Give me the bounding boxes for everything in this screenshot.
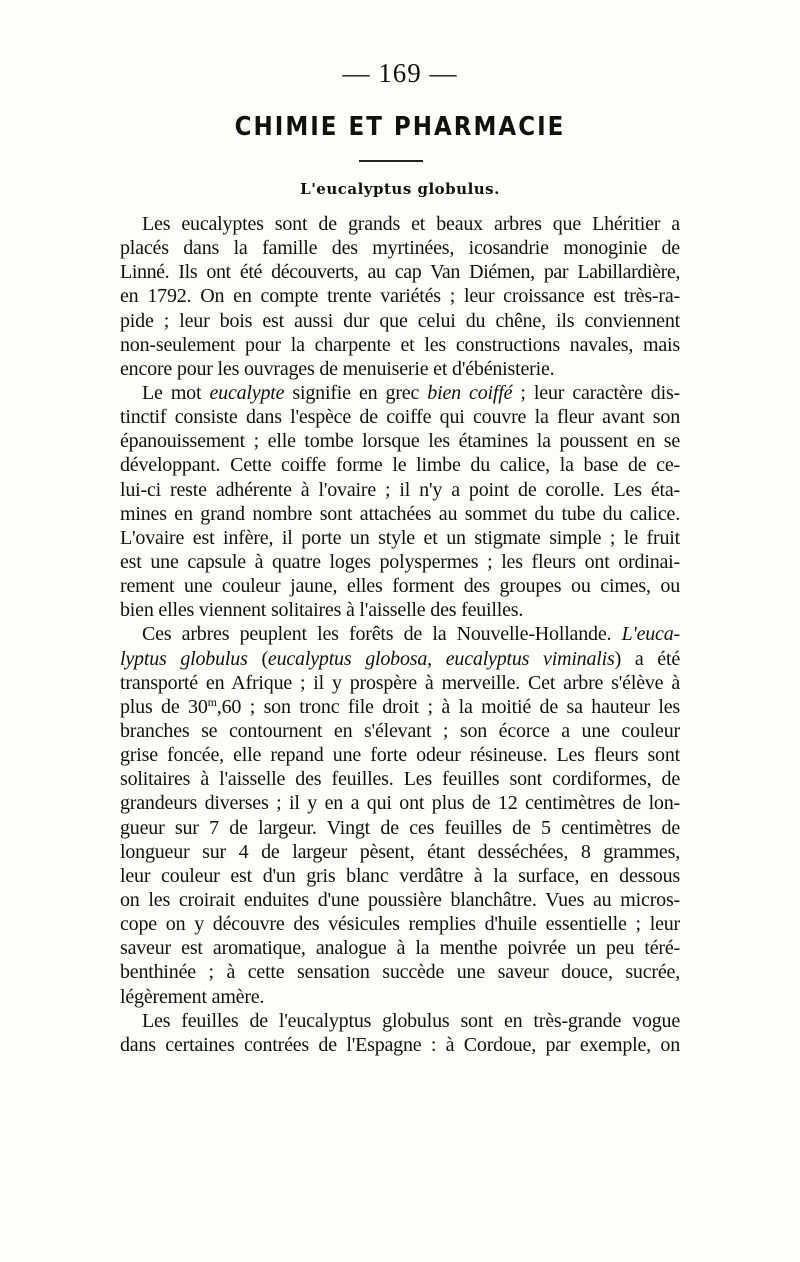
title-divider: [359, 160, 423, 162]
text-line: mines en grand nombre sont attachées au sommet du tube du calice.: [120, 502, 680, 525]
text-line: dans certaines contrées de l'Espagne : à Cordoue, par exemple, on: [120, 1033, 680, 1056]
text-line: pide ; leur bois est aussi dur que celui du chêne, ils conviennent: [120, 309, 680, 332]
text-line: Les feuilles de l'eucalyptus globulus sont en très-grande vogue: [142, 1009, 680, 1032]
italic-term: L'euca-: [621, 623, 680, 646]
page-number: — 169 —: [342, 58, 458, 88]
text-line: leur couleur est d'un gris blanc verdâtre à la surface, en dessous: [120, 864, 680, 887]
italic-term: eucalypte: [209, 381, 285, 404]
text-line: lui-ci reste adhérente à l'ovaire ; il n'y a point de corolle. Les éta-: [120, 478, 680, 501]
text-line: développant. Cette coiffe forme le limbe du calice, la base de ce-: [120, 454, 680, 477]
text-line: L'ovaire est infère, il porte un style et un stigmate simple ; le fruit: [120, 526, 680, 549]
text-line: branches se contournent en s'élevant ; son écorce a une couleur: [120, 719, 680, 742]
text-line: est une capsule à quatre loges polyspermes ; les fleurs ont ordinai-: [120, 550, 680, 573]
text-line: plus de 30$^m$,60 ; son tronc file droit ; à la moitié de sa hauteur les: [120, 694, 681, 718]
text-line: Le mot eucalypte signifie en grec bien coiffé ; leur caractère dis-: [142, 381, 680, 404]
text-line: longueur sur 4 de largeur pèsent, étant desséchées, 8 grammes,: [120, 840, 680, 863]
text-line: cope on y découvre des vésicules remplies d'huile essentielle ; leur: [120, 913, 680, 936]
text-line: benthinée ; à cette sensation succède une saveur douce, sucrée,: [120, 961, 680, 984]
italic-term: bien coiffé: [427, 381, 513, 404]
text-line: rement une couleur jaune, elles forment des groupes ou cimes, ou: [120, 575, 680, 598]
text-line: non-seulement pour la charpente et les constructions navales, mais: [120, 333, 680, 356]
italic-term: eucalyptus globosa, eucalyptus viminalis: [267, 647, 615, 670]
article-title: L'eucalyptus globulus.: [300, 180, 500, 198]
text-line: solitaires à l'aisselle des feuilles. Les feuilles sont cordiformes, de: [120, 768, 680, 791]
text-line: saveur est aromatique, analogue à la menthe poivrée un peu téré-: [120, 937, 680, 960]
text-line: Les eucalyptes sont de grands et beaux arbres que Lhéritier a: [142, 213, 680, 235]
text-line: on les croirait enduites d'une poussière blanchâtre. Vues au micros-: [120, 888, 680, 911]
text-line: tinctif consiste dans l'espèce de coiffe qui couvre la fleur avant son: [120, 406, 680, 429]
section-title: CHIMIE ET PHARMACIE: [234, 112, 566, 142]
text-line: Linné. Ils ont été découverts, au cap Van Diémen, par Labillardière,: [120, 261, 680, 284]
unit-superscript: m: [207, 694, 217, 709]
text-line: gueur sur 7 de largeur. Vingt de ces feuilles de 5 centimètres de: [120, 816, 680, 839]
text-line: lyptus globulus (eucalyptus globosa, eucalyptus viminalis) a été: [120, 647, 680, 670]
text-line: en 1792. On en compte trente variétés ; leur croissance est très-ra-: [120, 285, 680, 308]
text-line: légèrement amère.: [120, 985, 265, 1008]
text-line: grandeurs diverses ; il y en a qui ont plus de 12 centimètres de lon-: [120, 792, 680, 815]
italic-term: lyptus globulus: [120, 647, 248, 670]
text-line: grise foncée, elle repand une forte odeur résineuse. Les fleurs sont: [120, 744, 680, 767]
text-line: transporté en Afrique ; il y prospère à merveille. Cet arbre s'élève à: [120, 671, 680, 694]
text-line: épanouissement ; elle tombe lorsque les étamines la poussent en se: [120, 430, 680, 453]
text-line: Ces arbres peuplent les forêts de la Nouvelle-Hollande. L'euca-: [142, 623, 680, 646]
text-line: encore pour les ouvrages de menuiserie et d'ébénisterie.: [120, 357, 555, 380]
text-line: bien elles viennent solitaires à l'aisselle des feuilles.: [120, 599, 524, 622]
article-body: [120, 212, 680, 1057]
text-line: placés dans la famille des myrtinées, icosandrie monoginie de: [120, 237, 680, 260]
